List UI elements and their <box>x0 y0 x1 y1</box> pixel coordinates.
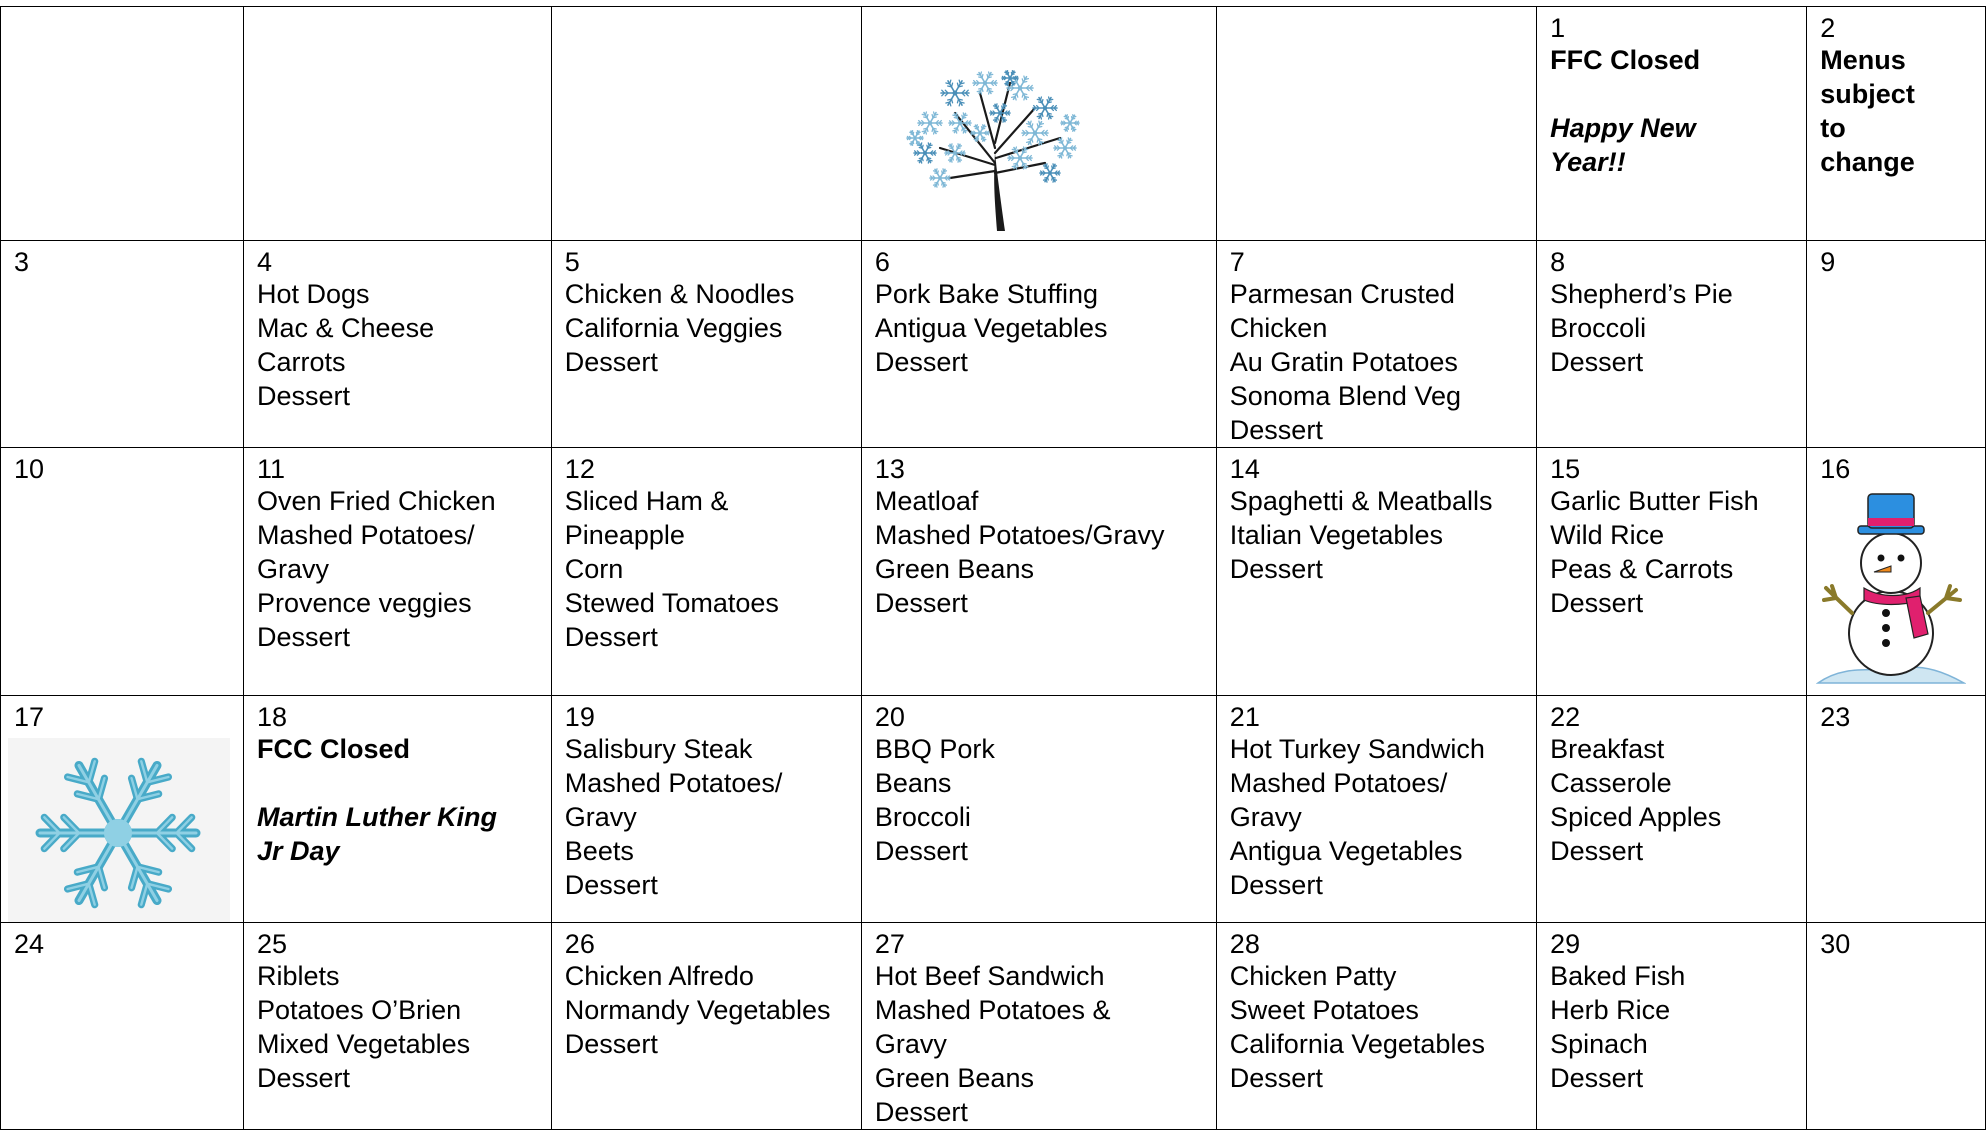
calendar-day-cell <box>1 448 244 696</box>
line-spacer <box>1550 77 1793 111</box>
calendar-day-cell <box>861 696 1216 923</box>
snowflake-image <box>8 738 230 922</box>
menu-item: California Vegetables <box>1229 1029 1485 1059</box>
menu-item: Green Beans <box>874 554 1034 584</box>
day-note: subject <box>1820 79 1915 109</box>
calendar-day-cell <box>1807 7 1986 241</box>
day-number: 21 <box>1229 702 1260 732</box>
day-note: change <box>1820 147 1915 177</box>
calendar-day-cell <box>244 241 552 448</box>
snowman-image <box>1816 488 1966 688</box>
menu-item: Spiced Apples <box>1550 802 1722 832</box>
menu-item: Herb Rice <box>1550 995 1671 1025</box>
day-number: 22 <box>1550 702 1581 732</box>
day-number: 3 <box>14 247 30 277</box>
menu-item: Casserole <box>1550 768 1672 798</box>
calendar-day-cell <box>1 923 244 1130</box>
day-note: Year!! <box>1550 147 1626 177</box>
menu-item: Normandy Vegetables <box>564 995 831 1025</box>
menu-item: Antigua Vegetables <box>874 313 1108 343</box>
day-number: 17 <box>14 702 45 732</box>
menu-item: Gravy <box>564 802 637 832</box>
menu-item: California Veggies <box>564 313 783 343</box>
day-number: 29 <box>1550 929 1581 959</box>
day-number: 6 <box>874 247 890 277</box>
menu-item: Carrots <box>257 347 346 377</box>
line-spacer <box>257 766 538 800</box>
menu-item: Dessert <box>564 622 658 652</box>
menu-item: Dessert <box>564 870 658 900</box>
calendar-day-cell <box>244 7 552 241</box>
menu-item: Pineapple <box>564 520 685 550</box>
menu-item: Dessert <box>874 836 968 866</box>
calendar-day-cell <box>1807 448 1986 696</box>
menu-item: Dessert <box>1550 836 1644 866</box>
menu-item: Dessert <box>1550 1063 1644 1093</box>
menu-item: Potatoes O’Brien <box>257 995 462 1025</box>
menu-item: Beets <box>564 836 634 866</box>
menu-item: Mashed Potatoes & <box>874 995 1111 1025</box>
menu-item: Riblets <box>257 961 340 991</box>
menu-item: Broccoli <box>1550 313 1647 343</box>
menu-item: Gravy <box>257 554 330 584</box>
menu-item: Garlic Butter Fish <box>1550 486 1759 516</box>
calendar-day-cell <box>1216 923 1536 1130</box>
menu-item: Corn <box>564 554 624 584</box>
calendar-day-cell <box>244 448 552 696</box>
menu-item: Antigua Vegetables <box>1229 836 1463 866</box>
calendar-day-cell <box>1807 696 1986 923</box>
menu-item: Dessert <box>874 1097 968 1127</box>
menu-item: Dessert <box>1229 1063 1323 1093</box>
menu-item: Parmesan Crusted <box>1229 279 1455 309</box>
menu-item: Dessert <box>257 1063 351 1093</box>
day-number: 10 <box>14 454 45 484</box>
menu-item: Chicken <box>1229 313 1328 343</box>
menu-item: Dessert <box>874 588 968 618</box>
menu-item: Mixed Vegetables <box>257 1029 471 1059</box>
menu-item: Meatloaf <box>874 486 979 516</box>
day-number: 1 <box>1550 13 1566 43</box>
calendar-day-cell <box>244 923 552 1130</box>
day-number: 30 <box>1820 929 1851 959</box>
menu-item: Dessert <box>1229 415 1323 445</box>
menu-item: Hot Beef Sandwich <box>874 961 1105 991</box>
day-number: 12 <box>564 454 595 484</box>
menu-item: Stewed Tomatoes <box>564 588 779 618</box>
day-number: 8 <box>1550 247 1566 277</box>
menu-item: Dessert <box>564 1029 658 1059</box>
calendar-day-cell <box>861 448 1216 696</box>
menu-item: BBQ Pork <box>874 734 995 764</box>
day-note: FFC Closed <box>1550 45 1701 75</box>
day-note: Martin Luther King <box>257 802 497 832</box>
day-number: 4 <box>257 247 273 277</box>
calendar-day-cell <box>244 696 552 923</box>
menu-item: Gravy <box>874 1029 947 1059</box>
menu-item: Baked Fish <box>1550 961 1686 991</box>
calendar-day-cell <box>1 241 244 448</box>
day-number: 28 <box>1229 929 1260 959</box>
menu-item: Dessert <box>564 347 658 377</box>
calendar-day-cell <box>1537 696 1807 923</box>
day-number: 27 <box>874 929 905 959</box>
menu-item: Wild Rice <box>1550 520 1665 550</box>
menu-item: Mashed Potatoes/ <box>1229 768 1448 798</box>
calendar-day-cell <box>1 696 244 923</box>
menu-item: Peas & Carrots <box>1550 554 1734 584</box>
calendar-day-cell <box>1537 241 1807 448</box>
menu-item: Sonoma Blend Veg <box>1229 381 1461 411</box>
menu-item: Salisbury Steak <box>564 734 753 764</box>
calendar-day-cell <box>1537 923 1807 1130</box>
menu-item: Green Beans <box>874 1063 1034 1093</box>
calendar-week-row <box>1 7 1986 241</box>
menu-item: Dessert <box>1229 554 1323 584</box>
snowflake-tree-image <box>885 53 1105 233</box>
menu-item: Dessert <box>874 347 968 377</box>
calendar-day-cell <box>551 448 861 696</box>
menu-item: Mashed Potatoes/ <box>257 520 475 550</box>
menu-item: Pork Bake Stuffing <box>874 279 1098 309</box>
calendar-day-cell <box>551 923 861 1130</box>
menu-item: Italian Vegetables <box>1229 520 1443 550</box>
day-number: 11 <box>257 454 286 484</box>
day-number: 15 <box>1550 454 1581 484</box>
menu-item: Mashed Potatoes/Gravy <box>874 520 1165 550</box>
day-note: to <box>1820 113 1846 143</box>
calendar-week-row <box>1 448 1986 696</box>
menu-item: Dessert <box>1550 588 1644 618</box>
day-note: Happy New <box>1550 113 1696 143</box>
menu-item: Hot Turkey Sandwich <box>1229 734 1485 764</box>
menu-item: Hot Dogs <box>257 279 370 309</box>
calendar-day-cell <box>551 696 861 923</box>
day-number: 9 <box>1820 247 1836 277</box>
calendar-week-row <box>1 923 1986 1130</box>
menu-item: Chicken & Noodles <box>564 279 795 309</box>
calendar-day-cell <box>1216 241 1536 448</box>
menu-item: Au Gratin Potatoes <box>1229 347 1458 377</box>
day-note: FCC Closed <box>257 734 411 764</box>
calendar-day-cell <box>861 7 1216 241</box>
day-number: 24 <box>14 929 45 959</box>
menu-item: Mashed Potatoes/ <box>564 768 783 798</box>
calendar-day-cell <box>1807 923 1986 1130</box>
calendar-day-cell <box>861 241 1216 448</box>
calendar-week-row <box>1 241 1986 448</box>
day-number: 23 <box>1820 702 1851 732</box>
calendar-day-cell <box>1537 7 1807 241</box>
day-note: Menus <box>1820 45 1906 75</box>
day-number: 13 <box>874 454 905 484</box>
calendar-day-cell <box>1537 448 1807 696</box>
menu-item: Chicken Alfredo <box>564 961 754 991</box>
calendar-day-cell <box>551 241 861 448</box>
menu-item: Beans <box>874 768 952 798</box>
menu-item: Breakfast <box>1550 734 1665 764</box>
menu-item: Dessert <box>1229 870 1323 900</box>
calendar-day-cell <box>1216 448 1536 696</box>
day-note: Jr Day <box>257 836 340 866</box>
calendar-day-cell <box>1807 241 1986 448</box>
menu-item: Provence veggies <box>257 588 472 618</box>
calendar-week-row <box>1 696 1986 923</box>
day-number: 14 <box>1229 454 1260 484</box>
day-number: 19 <box>564 702 595 732</box>
day-number: 26 <box>564 929 595 959</box>
day-number: 18 <box>257 702 288 732</box>
menu-item: Sliced Ham & <box>564 486 729 516</box>
calendar-day-cell <box>1 7 244 241</box>
calendar-day-cell <box>861 923 1216 1130</box>
menu-item: Oven Fried Chicken <box>257 486 496 516</box>
day-number: 7 <box>1229 247 1245 277</box>
menu-item: Dessert <box>257 622 351 652</box>
calendar-day-cell <box>551 7 861 241</box>
day-number: 2 <box>1820 13 1836 43</box>
menu-item: Spinach <box>1550 1029 1648 1059</box>
menu-item: Mac & Cheese <box>257 313 435 343</box>
menu-calendar-table <box>0 6 1986 1130</box>
menu-item: Gravy <box>1229 802 1302 832</box>
menu-item: Broccoli <box>874 802 971 832</box>
day-number: 25 <box>257 929 288 959</box>
calendar-body <box>1 7 1986 1130</box>
menu-item: Sweet Potatoes <box>1229 995 1419 1025</box>
day-number: 5 <box>564 247 580 277</box>
menu-item: Spaghetti & Meatballs <box>1229 486 1493 516</box>
calendar-day-cell <box>1216 7 1536 241</box>
calendar-day-cell <box>1216 696 1536 923</box>
day-number: 16 <box>1820 454 1851 484</box>
menu-item: Dessert <box>257 381 351 411</box>
menu-item: Chicken Patty <box>1229 961 1397 991</box>
menu-item: Dessert <box>1550 347 1644 377</box>
menu-item: Shepherd’s Pie <box>1550 279 1733 309</box>
day-number: 20 <box>874 702 905 732</box>
